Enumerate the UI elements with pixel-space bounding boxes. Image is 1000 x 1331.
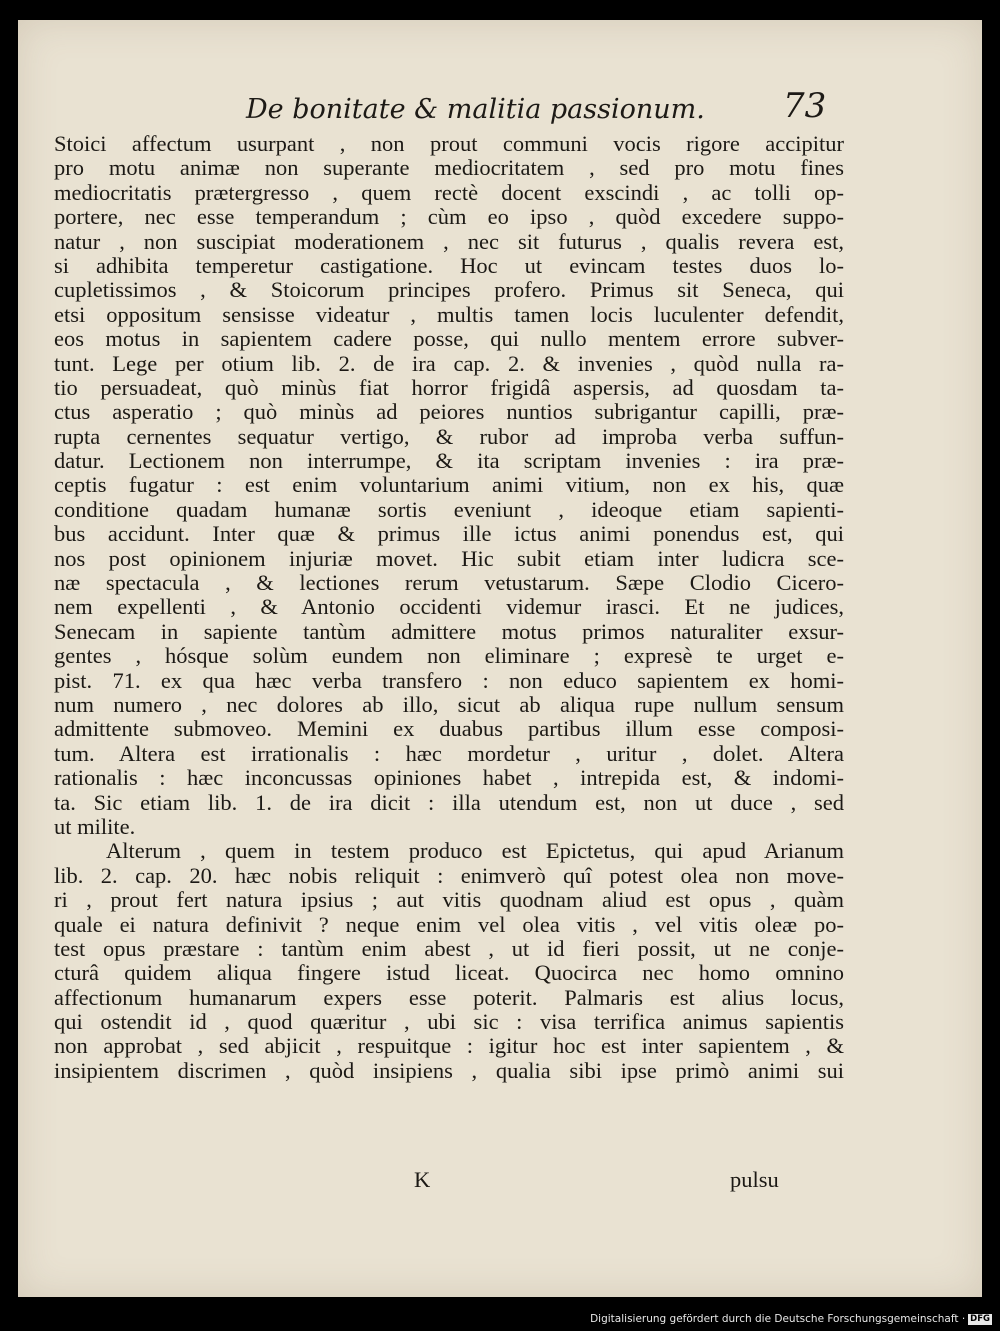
text-line: ri , prout fert natura ipsius ; aut vitis quodnam aliud est opus , quàm	[54, 887, 844, 913]
text-line: Stoici affectum usurpant , non prout communi vocis rigore accipitur	[54, 131, 844, 156]
page-footer	[18, 1167, 982, 1197]
text-line: affectionum humanarum expers esse poterit. Palmaris est alius locus,	[54, 984, 844, 1010]
text-line: non approbat , sed abjicit , respuitque : igitur hoc est inter sapientem , &	[54, 1033, 844, 1059]
text-line: gentes , hósque solùm eundem non eliminare ; expresè te urget e-	[54, 643, 844, 669]
text-line: insipientem discrimen , quòd insipiens , qualia sibi ipse primò animi sui	[54, 1057, 844, 1083]
text-line: bus accidunt. Inter quæ & primus ille ictus animi ponendus est, qui	[54, 521, 844, 547]
text-line: natur , non suscipiat moderationem , nec sit futurus , qualis revera est,	[54, 228, 844, 254]
credit-text: Digitalisierung gefördert durch die Deutsche Forschungsgemeinschaft ·	[590, 1313, 966, 1325]
page-number: 73	[783, 86, 827, 126]
text-line: ctus asperatio ; quò minùs ad peiores nuntios subrigantur capilli, præ-	[54, 399, 844, 425]
text-line: tio persuadeat, quò minùs fiat horror frigidâ aspersis, ad quosdam ta-	[54, 374, 844, 400]
text-line: nem expellenti , & Antonio occidenti videmur irasci. Et ne judices,	[54, 594, 844, 620]
text-line: tum. Altera est irrationalis : hæc mordetur , uritur , dolet. Altera	[54, 740, 844, 766]
text-line: etsi oppositum sensisse videatur , multis tamen locis luculenter defendit,	[54, 301, 844, 327]
text-line: cupletissimos , & Stoicorum principes profero. Primus sit Seneca, qui	[54, 277, 844, 303]
text-line: datur. Lectionem non interrumpe, & ita scriptam invenies : ira præ-	[54, 448, 844, 474]
page-header	[18, 82, 982, 132]
text-line: quale ei natura definivit ? neque enim vel olea vitis , vel vitis oleæ po-	[54, 911, 844, 937]
body-text	[54, 132, 844, 1083]
text-line: conditione quadam humanæ sortis eveniunt , ideoque etiam sapienti-	[54, 496, 844, 522]
digitization-credit	[590, 1313, 992, 1325]
text-line: næ spectacula , & lectiones rerum vetustarum. Sæpe Clodio Cicero-	[54, 570, 844, 596]
text-line: mediocritatis prætergresso , quem rectè docent exscindi , ac tolli op-	[54, 179, 844, 205]
text-line: lib. 2. cap. 20. hæc nobis reliquit : enimverò quî potest olea non move-	[54, 862, 844, 888]
text-line: Senecam in sapiente tantùm admittere motus primos naturaliter exsur-	[54, 618, 844, 644]
text-line: pist. 71. ex qua hæc verba transfero : non educo sapientem ex homi-	[54, 667, 844, 693]
paragraph-first-line: Alterum , quem in testem produco est Epictetus, qui apud Arianum	[106, 838, 844, 864]
dfg-logo-icon: DFG	[970, 1313, 990, 1324]
signature-mark: K	[414, 1167, 431, 1192]
text-line: test opus præstare : tantùm enim abest , ut id fieri possit, ut ne conje-	[54, 935, 844, 961]
text-line: pro motu animæ non superante mediocritatem , sed pro motu fines	[54, 155, 844, 181]
text-line: si adhibita temperetur castigatione. Hoc ut evincam testes duos lo-	[54, 252, 844, 278]
text-line: rupta cernentes sequatur vertigo, & rubor ad improba verba suffun-	[54, 423, 844, 449]
text-line: admittente submoveo. Memini ex duabus partibus illum esse composi-	[54, 716, 844, 742]
text-line: num numero , nec dolores ab illo, sicut ab aliqua rupe nullum sensum	[54, 691, 844, 717]
text-line: rationalis : hæc inconcussas opiniones habet , intrepida est, & indomi-	[54, 765, 844, 791]
running-title: De bonitate & malitia passionum.	[246, 94, 705, 125]
text-line: ceptis fugatur : est enim voluntarium animi vitium, non ex his, quæ	[54, 472, 844, 498]
book-page	[18, 20, 982, 1297]
text-line: ta. Sic etiam lib. 1. de ira dicit : illa utendum est, non ut duce , sed	[54, 789, 844, 815]
catchword: pulsu	[730, 1167, 779, 1192]
text-line: cturâ quidem aliqua fingere istud liceat. Quocirca nec homo omnino	[54, 960, 844, 986]
text-line: tunt. Lege per otium lib. 2. de ira cap. 2. & invenies , quòd nulla ra-	[54, 350, 844, 376]
text-line: eos motus in sapientem cadere posse, qui nullo mentem errore subver-	[54, 326, 844, 352]
text-line: nos post opinionem injuriæ movet. Hic subit etiam inter ludicra sce-	[54, 545, 844, 571]
text-line: qui ostendit id , quod quæritur , ubi sic : visa terrifica animus sapientis	[54, 1009, 844, 1035]
text-line: portere, nec esse temperandum ; cùm eo ipso , quòd excedere suppo-	[54, 204, 844, 230]
text-line: ut milite.	[54, 813, 136, 839]
